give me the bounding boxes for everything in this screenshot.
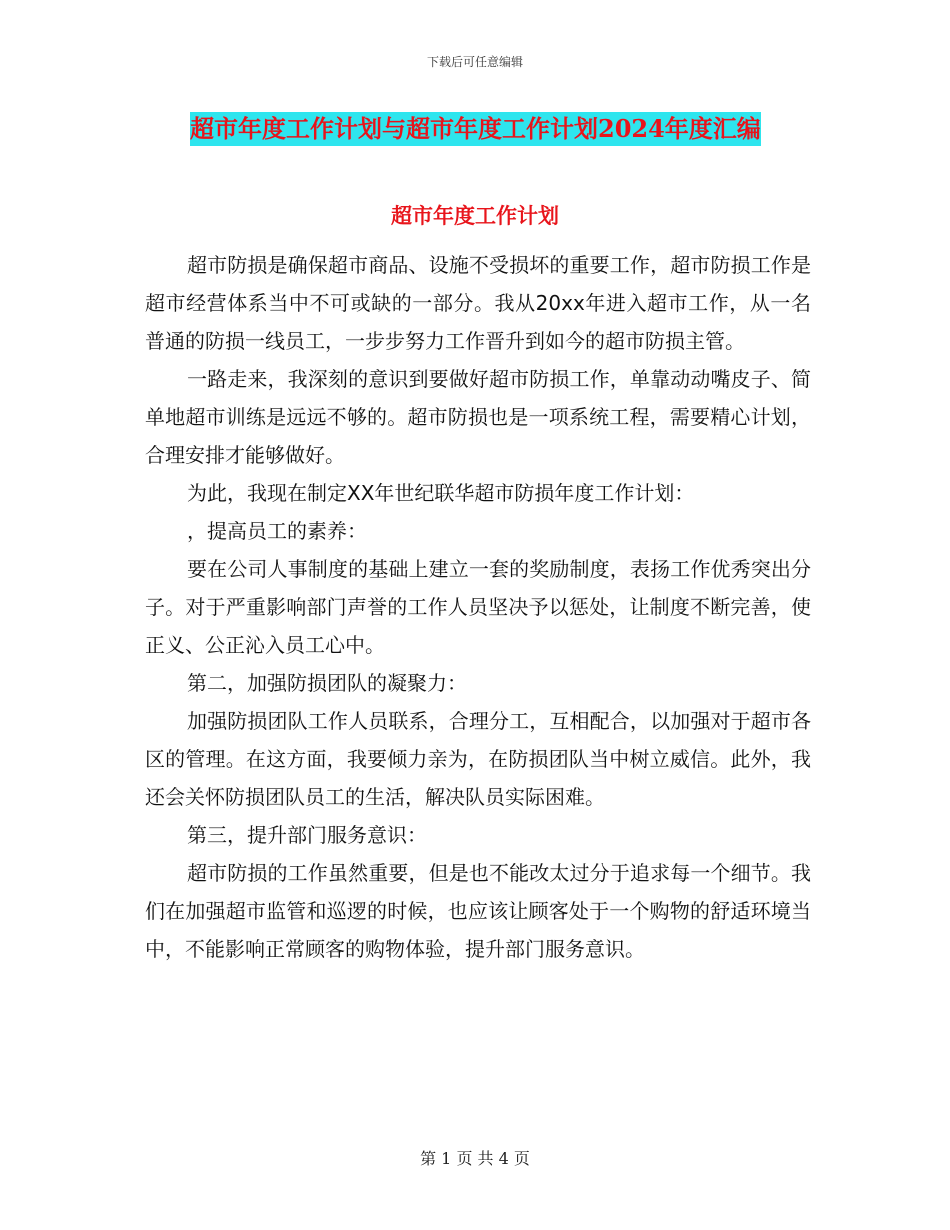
- body-paragraph: 为此，我现在制定XX年世纪联华超市防损年度工作计划：: [187, 481, 695, 505]
- body-paragraph: 第三，提升部门服务意识：: [187, 823, 427, 847]
- document-title: 超市年度工作计划与超市年度工作计划2024年度汇编: [190, 112, 761, 146]
- page-header-note: 下载后可任意编辑: [426, 55, 523, 69]
- page-number-footer: 第 1 页 共 4 页: [420, 1149, 530, 1168]
- body-paragraph: 超市防损的工作虽然重要，但是也不能改太过分于追求每一个细节。我们在加强超市监管和巡逻的时候，也应该让顾客处于一个购物的舒适环境当中，不能影响正常顾客的购物体验，提升部门服务意识。: [145, 861, 811, 961]
- body-paragraph: 超市防损是确保超市商品、设施不受损坏的重要工作，超市防损工作是超市经营体系当中不可或缺的一部分。我从20xx年进入超市工作，从一名普通的防损一线员工，一步步努力工作晋升到如今的超市防损主管。: [145, 253, 811, 353]
- body-paragraph: 第二，加强防损团队的凝聚力：: [187, 671, 467, 695]
- body-paragraph: 一路走来，我深刻的意识到要做好超市防损工作，单靠动动嘴皮子、简单地超市训练是远远不够的。超市防损也是一项系统工程，需要精心计划，合理安排才能够做好。: [145, 367, 811, 467]
- section-title: 超市年度工作计划: [391, 203, 559, 228]
- body-paragraph: 加强防损团队工作人员联系，合理分工，互相配合，以加强对于超市各区的管理。在这方面，我要倾力亲为，在防损团队当中树立威信。此外，我还会关怀防损团队员工的生活，解决队员实际困难。: [145, 709, 811, 809]
- body-paragraph: 要在公司人事制度的基础上建立一套的奖励制度，表扬工作优秀突出分子。对于严重影响部门声誉的工作人员坚决予以惩处，让制度不断完善，使正义、公正沁入员工心中。: [145, 557, 811, 657]
- document-body: [145, 246, 811, 968]
- body-paragraph: ，提高员工的素养：: [187, 519, 367, 543]
